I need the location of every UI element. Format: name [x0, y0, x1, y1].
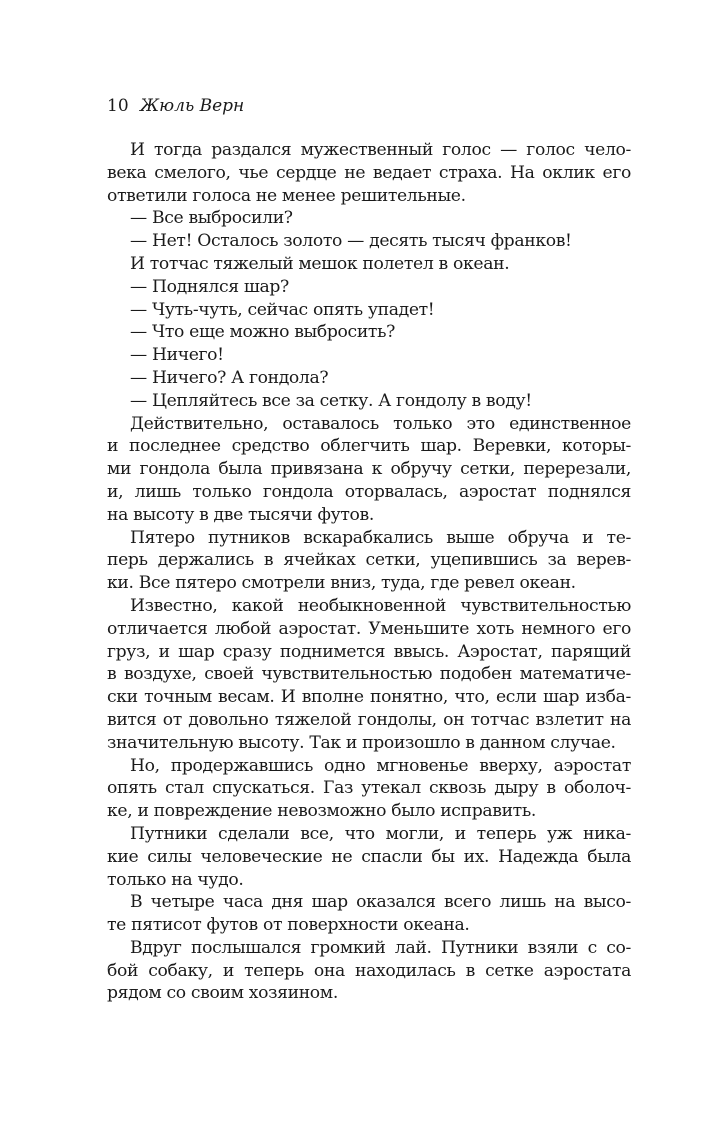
text-line: в воздухе, своей чувствительностью подобен математиче-: [107, 664, 631, 685]
text-line: рядом со своим хозяином.: [107, 983, 338, 1004]
text-line: ответили голоса не менее решительные.: [107, 185, 466, 206]
running-head-author: Жюль Верн: [140, 96, 245, 116]
text-line: — Ничего? А гондола?: [130, 367, 329, 388]
text-line: кие силы человеческие не спасли бы их. Надежда была: [107, 846, 631, 867]
text-line: века смелого, чье сердце не ведает страха. На оклик его: [107, 162, 631, 183]
text-line: В четыре часа дня шар оказался всего лишь на высо-: [130, 892, 631, 913]
body-text: [107, 139, 631, 1005]
text-line: — Что еще можно выбросить?: [130, 322, 395, 343]
text-line: вится от довольно тяжелой гондолы, он тотчас взлетит на: [107, 709, 631, 730]
text-line: бой собаку, и теперь она находилась в сетке аэростата: [107, 960, 631, 981]
text-line: — Ничего!: [130, 345, 224, 366]
book-page: [107, 95, 631, 1005]
text-line: ки. Все пятеро смотрели вниз, туда, где ревел океан.: [107, 573, 576, 594]
text-line: И тогда раздался мужественный голос — голос чело-: [130, 140, 631, 160]
text-line: И тотчас тяжелый мешок полетел в океан.: [130, 253, 510, 274]
text-line: груз, и шар сразу поднимется ввысь. Аэростат, парящий: [107, 641, 631, 662]
text-line: значительную высоту. Так и произошло в данном случае.: [107, 732, 616, 753]
text-line: — Поднялся шар?: [130, 276, 289, 297]
text-line: только на чудо.: [107, 869, 244, 890]
text-line: — Чуть-чуть, сейчас опять упадет!: [130, 299, 435, 320]
text-line: отличается любой аэростат. Уменьшите хоть немного его: [107, 618, 631, 639]
page-number: 10: [107, 96, 129, 116]
text-line: — Нет! Осталось золото — десять тысяч франков!: [130, 231, 572, 252]
text-line: Пятеро путников вскарабкались выше обруча и те-: [130, 527, 631, 548]
text-line: на высоту в две тысячи футов.: [107, 504, 374, 525]
running-head: [107, 95, 631, 117]
text-line: ми гондола была привязана к обручу сетки, перерезали,: [107, 459, 631, 480]
text-line: Но, продержавшись одно мгновенье вверху, аэростат: [130, 755, 631, 776]
text-line: те пятисот футов от поверхности океана.: [107, 915, 470, 936]
text-line: Вдруг послышался громкий лай. Путники взяли с со-: [130, 937, 631, 958]
text-line: ке, и повреждение невозможно было исправить.: [107, 801, 536, 822]
text-line: перь держались в ячейках сетки, уцепившись за верев-: [107, 550, 631, 571]
text-line: и последнее средство облегчить шар. Веревки, которы-: [107, 436, 631, 457]
text-line: Известно, какой необыкновенной чувствительностью: [130, 595, 631, 616]
text-line: ски точным весам. И вполне понятно, что, если шар изба-: [107, 687, 631, 708]
text-line: — Все выбросили?: [130, 208, 293, 229]
text-line: Действительно, оставалось только это единственное: [130, 413, 631, 434]
text-line: и, лишь только гондола оторвалась, аэростат поднялся: [107, 481, 631, 502]
text-line: — Цепляйтесь все за сетку. А гондолу в воду!: [130, 390, 532, 411]
text-line: Путники сделали все, что могли, и теперь уж ника-: [130, 823, 631, 844]
text-line: опять стал спускаться. Газ утекал сквозь дыру в оболоч-: [107, 778, 631, 799]
